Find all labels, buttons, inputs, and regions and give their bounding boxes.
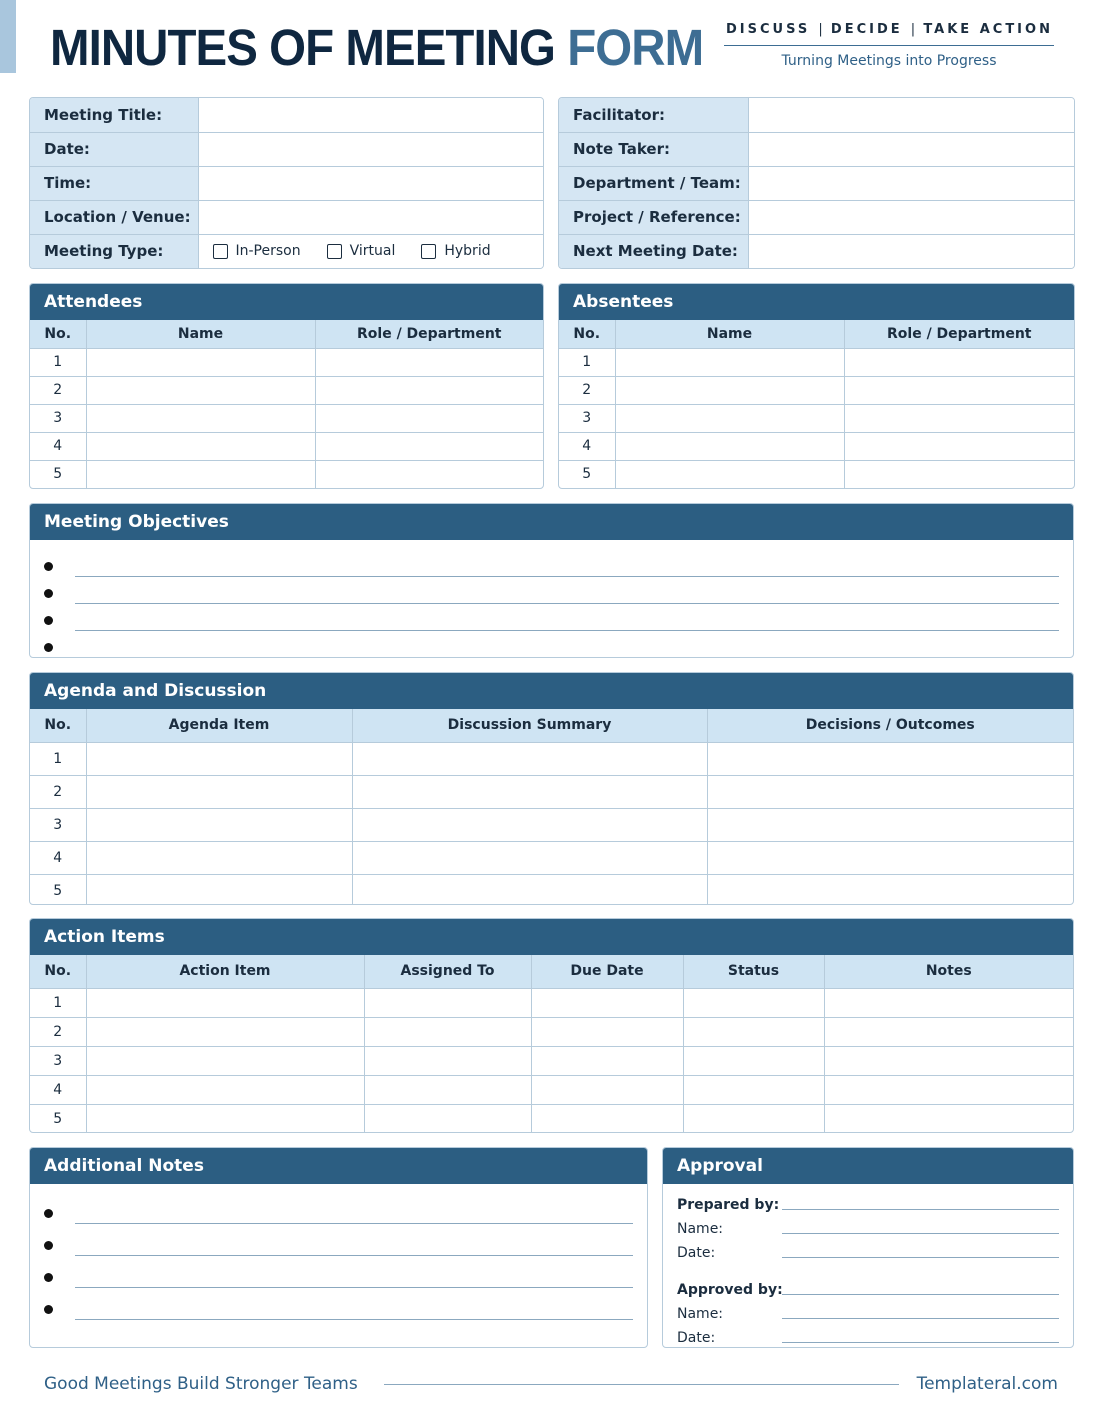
notes-heading: Additional Notes	[30, 1148, 647, 1184]
writing-line[interactable]	[75, 1255, 633, 1256]
prepared-name-line[interactable]	[782, 1233, 1059, 1234]
footer-divider	[384, 1384, 899, 1385]
objectives-section	[29, 503, 1074, 658]
table-cell[interactable]	[86, 808, 352, 841]
table-cell[interactable]	[844, 460, 1074, 488]
checkbox-icon	[213, 244, 228, 259]
footer	[44, 1374, 1058, 1394]
column-header: Assigned To	[364, 955, 531, 988]
hybrid-label: Hybrid	[444, 243, 491, 260]
tagline-subtitle: Turning Meetings into Progress	[781, 53, 997, 69]
prepared-by-label: Prepared by:	[677, 1197, 780, 1213]
row-number: 3	[559, 404, 615, 432]
table-cell[interactable]	[315, 376, 543, 404]
row-number: 2	[30, 376, 86, 404]
list-item	[44, 631, 1059, 658]
action-items-section	[29, 918, 1074, 1133]
list-item	[44, 577, 1059, 604]
approval-section	[662, 1147, 1074, 1348]
writing-line[interactable]	[75, 603, 1059, 604]
department-label: Department / Team:	[559, 166, 748, 200]
table-cell[interactable]	[615, 404, 844, 432]
table-cell[interactable]	[615, 432, 844, 460]
meeting-title-label: Meeting Title:	[30, 98, 198, 132]
facilitator-field[interactable]	[748, 98, 1074, 132]
action-items-heading: Action Items	[30, 919, 1073, 955]
writing-line[interactable]	[75, 1319, 633, 1320]
time-field[interactable]	[198, 166, 543, 200]
row-number: 2	[30, 1017, 86, 1046]
list-item	[44, 604, 1059, 631]
column-header: No.	[30, 709, 86, 742]
footer-slogan: Good Meetings Build Stronger Teams	[44, 1374, 358, 1394]
table-cell[interactable]	[844, 432, 1074, 460]
row-number: 3	[30, 404, 86, 432]
table-cell[interactable]	[352, 808, 707, 841]
column-header: Role / Department	[844, 320, 1074, 348]
table-cell[interactable]	[364, 1104, 531, 1133]
tagline-separator: |	[818, 22, 823, 37]
location-field[interactable]	[198, 200, 543, 234]
tagline-word-discuss: DISCUSS	[726, 22, 811, 37]
row-number: 4	[30, 841, 86, 874]
action-items-table	[30, 955, 1073, 1133]
row-number: 2	[30, 775, 86, 808]
row-number: 4	[30, 1075, 86, 1104]
table-cell[interactable]	[531, 1017, 683, 1046]
table-cell[interactable]	[844, 376, 1074, 404]
table-cell[interactable]	[352, 841, 707, 874]
table-cell[interactable]	[615, 348, 844, 376]
note-taker-label: Note Taker:	[559, 132, 748, 166]
table-cell[interactable]	[683, 1017, 824, 1046]
next-meeting-field[interactable]	[748, 234, 1074, 268]
hybrid-checkbox[interactable]	[421, 243, 490, 259]
table-row	[559, 432, 1074, 460]
table-cell[interactable]	[683, 988, 824, 1017]
attendees-table	[30, 320, 543, 488]
table-cell[interactable]	[824, 1046, 1073, 1075]
tagline	[724, 22, 1054, 69]
absentees-table	[559, 320, 1074, 488]
table-row	[30, 808, 1073, 841]
project-field[interactable]	[748, 200, 1074, 234]
table-cell[interactable]	[683, 1075, 824, 1104]
table-cell[interactable]	[531, 988, 683, 1017]
column-header: Role / Department	[315, 320, 543, 348]
bullet-icon	[44, 1241, 53, 1250]
column-header: Discussion Summary	[352, 709, 707, 742]
absentees-heading: Absentees	[559, 284, 1074, 320]
table-cell[interactable]	[86, 874, 352, 905]
table-row	[30, 775, 1073, 808]
table-row	[30, 1017, 1073, 1046]
project-label: Project / Reference:	[559, 200, 748, 234]
row-number: 1	[30, 348, 86, 376]
bullet-icon	[44, 1209, 53, 1218]
row-number: 5	[30, 1104, 86, 1133]
column-header: Notes	[824, 955, 1073, 988]
table-row	[30, 460, 543, 488]
table-row	[30, 988, 1073, 1017]
row-number: 1	[30, 742, 86, 775]
table-row	[30, 348, 543, 376]
in-person-checkbox[interactable]	[213, 243, 301, 259]
table-row	[30, 874, 1073, 905]
table-cell[interactable]	[683, 1046, 824, 1075]
writing-line[interactable]	[75, 1223, 633, 1224]
facilitator-label: Facilitator:	[559, 98, 748, 132]
table-cell[interactable]	[844, 404, 1074, 432]
table-cell[interactable]	[352, 775, 707, 808]
time-label: Time:	[30, 166, 198, 200]
column-header: Due Date	[531, 955, 683, 988]
agenda-heading: Agenda and Discussion	[30, 673, 1073, 709]
table-row	[30, 404, 543, 432]
table-cell[interactable]	[683, 1104, 824, 1133]
table-cell[interactable]	[315, 432, 543, 460]
table-cell[interactable]	[824, 1104, 1073, 1133]
table-cell[interactable]	[86, 348, 315, 376]
column-header: Agenda Item	[86, 709, 352, 742]
table-cell[interactable]	[86, 404, 315, 432]
meeting-type-options	[198, 234, 543, 268]
table-cell[interactable]	[86, 1104, 364, 1133]
table-cell[interactable]	[315, 404, 543, 432]
column-header: No.	[30, 320, 86, 348]
prepared-date-line[interactable]	[782, 1257, 1059, 1258]
row-number: 3	[30, 1046, 86, 1075]
approved-date-label: Date:	[677, 1330, 716, 1346]
corner-accent-bar	[0, 0, 16, 73]
table-cell[interactable]	[315, 460, 543, 488]
table-row	[559, 460, 1074, 488]
table-cell[interactable]	[615, 460, 844, 488]
table-cell[interactable]	[86, 432, 315, 460]
column-header: Status	[683, 955, 824, 988]
additional-notes-section	[29, 1147, 648, 1348]
writing-line[interactable]	[75, 1287, 633, 1288]
table-cell[interactable]	[86, 841, 352, 874]
meeting-info-left	[29, 97, 544, 269]
attendees-section	[29, 283, 544, 489]
table-row	[559, 376, 1074, 404]
attendees-heading: Attendees	[30, 284, 543, 320]
title-accent: FORM	[567, 19, 704, 76]
table-cell[interactable]	[707, 775, 1073, 808]
checkbox-icon	[421, 244, 436, 259]
prepared-by-line[interactable]	[782, 1209, 1059, 1210]
notes-list	[30, 1184, 647, 1320]
table-row	[30, 1104, 1073, 1133]
note-taker-field[interactable]	[748, 132, 1074, 166]
approval-heading: Approval	[663, 1148, 1073, 1184]
prepared-name-label: Name:	[677, 1221, 724, 1237]
row-number: 1	[30, 988, 86, 1017]
table-cell[interactable]	[364, 1017, 531, 1046]
table-cell[interactable]	[352, 742, 707, 775]
approved-name-line[interactable]	[782, 1318, 1059, 1319]
table-cell[interactable]	[86, 775, 352, 808]
column-header: Decisions / Outcomes	[707, 709, 1073, 742]
table-row	[30, 841, 1073, 874]
table-row	[559, 348, 1074, 376]
bullet-icon	[44, 1273, 53, 1282]
table-cell[interactable]	[844, 348, 1074, 376]
list-item	[44, 1192, 633, 1224]
table-row	[30, 376, 543, 404]
table-cell[interactable]	[707, 841, 1073, 874]
table-cell[interactable]	[86, 1017, 364, 1046]
tagline-words	[724, 22, 1054, 46]
tagline-word-decide: DECIDE	[830, 22, 903, 37]
row-number: 3	[30, 808, 86, 841]
row-number: 1	[559, 348, 615, 376]
approved-by-line[interactable]	[782, 1294, 1059, 1295]
column-header: No.	[559, 320, 615, 348]
column-header: Name	[615, 320, 844, 348]
table-cell[interactable]	[86, 1075, 364, 1104]
writing-line[interactable]	[75, 630, 1059, 631]
row-number: 2	[559, 376, 615, 404]
row-number: 5	[30, 874, 86, 905]
table-cell[interactable]	[707, 808, 1073, 841]
agenda-table	[30, 709, 1073, 905]
row-number: 5	[559, 460, 615, 488]
table-cell[interactable]	[824, 1017, 1073, 1046]
table-cell[interactable]	[531, 1104, 683, 1133]
table-cell[interactable]	[531, 1046, 683, 1075]
page-title	[50, 18, 703, 77]
bullet-icon	[44, 589, 53, 598]
table-cell[interactable]	[86, 460, 315, 488]
writing-line[interactable]	[75, 657, 1059, 658]
list-item	[44, 1224, 633, 1256]
objectives-heading: Meeting Objectives	[30, 504, 1073, 540]
table-cell[interactable]	[364, 1075, 531, 1104]
objectives-list	[30, 540, 1073, 658]
table-row	[30, 1046, 1073, 1075]
department-field[interactable]	[748, 166, 1074, 200]
virtual-label: Virtual	[349, 243, 396, 260]
table-row	[30, 1075, 1073, 1104]
date-label: Date:	[30, 132, 198, 166]
location-label: Location / Venue:	[30, 200, 198, 234]
table-row	[559, 404, 1074, 432]
approved-date-line[interactable]	[782, 1342, 1059, 1343]
tagline-word-take-action: TAKE ACTION	[923, 22, 1053, 37]
table-cell[interactable]	[86, 988, 364, 1017]
table-cell[interactable]	[86, 1046, 364, 1075]
prepared-date-label: Date:	[677, 1245, 716, 1261]
title-main: MINUTES OF MEETING	[50, 19, 568, 76]
table-cell[interactable]	[615, 376, 844, 404]
approved-by-label: Approved by:	[677, 1282, 783, 1298]
row-number: 4	[30, 432, 86, 460]
list-item	[44, 1288, 633, 1320]
table-cell[interactable]	[707, 742, 1073, 775]
in-person-label: In-Person	[235, 243, 301, 260]
meeting-info-right	[558, 97, 1075, 269]
absentees-section	[558, 283, 1075, 489]
bullet-icon	[44, 643, 53, 652]
bullet-icon	[44, 616, 53, 625]
table-cell[interactable]	[824, 1075, 1073, 1104]
table-cell[interactable]	[824, 988, 1073, 1017]
table-cell[interactable]	[86, 376, 315, 404]
column-header: Action Item	[86, 955, 364, 988]
list-item	[44, 1256, 633, 1288]
meeting-type-label: Meeting Type:	[30, 234, 198, 268]
table-cell[interactable]	[315, 348, 543, 376]
approved-name-label: Name:	[677, 1306, 724, 1322]
table-cell[interactable]	[707, 874, 1073, 905]
table-cell[interactable]	[531, 1075, 683, 1104]
writing-line[interactable]	[75, 576, 1059, 577]
tagline-separator: |	[910, 22, 916, 37]
next-meeting-label: Next Meeting Date:	[559, 234, 748, 268]
checkbox-icon	[327, 244, 342, 259]
table-row	[30, 742, 1073, 775]
bullet-icon	[44, 1305, 53, 1314]
row-number: 5	[30, 460, 86, 488]
table-cell[interactable]	[364, 1046, 531, 1075]
date-field[interactable]	[198, 132, 543, 166]
table-cell[interactable]	[352, 874, 707, 905]
table-cell[interactable]	[86, 742, 352, 775]
table-row	[30, 432, 543, 460]
agenda-section	[29, 672, 1074, 905]
column-header: Name	[86, 320, 315, 348]
footer-website-link[interactable]: Templateral.com	[916, 1374, 1058, 1394]
column-header: No.	[30, 955, 86, 988]
row-number: 4	[559, 432, 615, 460]
bullet-icon	[44, 562, 53, 571]
meeting-title-field[interactable]	[198, 98, 543, 132]
table-cell[interactable]	[364, 988, 531, 1017]
list-item	[44, 550, 1059, 577]
virtual-checkbox[interactable]	[327, 243, 396, 259]
